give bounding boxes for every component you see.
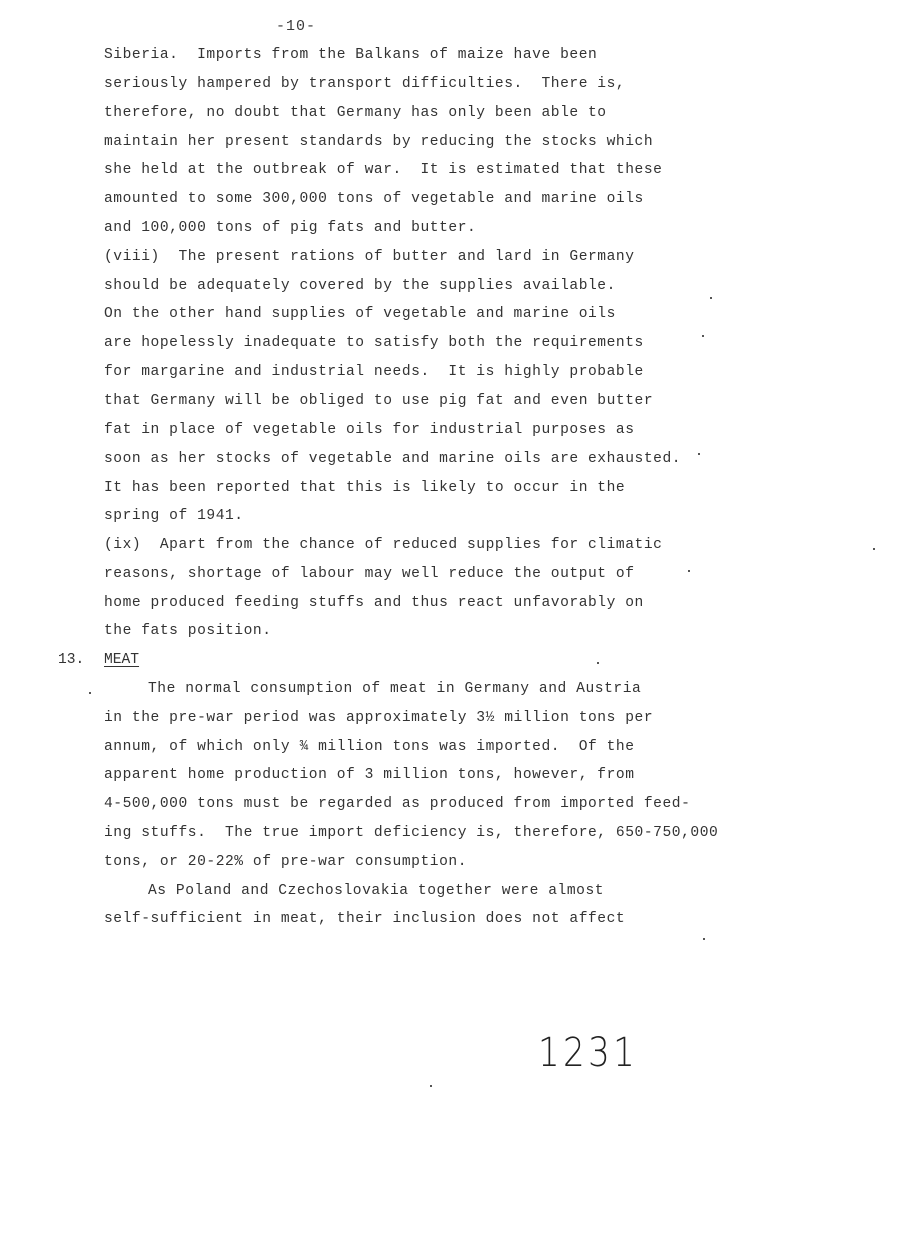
text-line: spring of 1941. (104, 508, 244, 524)
text-line: she held at the outbreak of war. It is estimated that these (104, 162, 663, 178)
text-line: apparent home production of 3 million tons, however, from (104, 767, 635, 783)
text-line: (ix) Apart from the chance of reduced supplies for climatic (104, 537, 663, 553)
text-line: therefore, no doubt that Germany has only been able to (104, 105, 607, 121)
scan-speck (430, 1085, 432, 1087)
text-line: home produced feeding stuffs and thus react unfavorably on (104, 595, 644, 611)
scan-speck (597, 662, 599, 664)
scan-speck (688, 570, 690, 572)
scan-speck (710, 297, 712, 299)
text-line: (viii) The present rations of butter and lard in Germany (104, 249, 635, 265)
text-line: that Germany will be obliged to use pig fat and even butter (104, 393, 654, 409)
text-line: are hopelessly inadequate to satisfy both the requirements (104, 335, 644, 351)
scan-speck (89, 692, 91, 694)
text-line: maintain her present standards by reducing the stocks which (104, 134, 654, 150)
text-line: for margarine and industrial needs. It is highly probable (104, 364, 644, 380)
text-line: On the other hand supplies of vegetable and marine oils (104, 306, 616, 322)
section-number: 13. (58, 652, 85, 668)
text-line: and 100,000 tons of pig fats and butter. (104, 220, 477, 236)
scan-speck (703, 938, 705, 940)
text-line: ing stuffs. The true import deficiency is, therefore, 650-750,000 (104, 825, 719, 841)
handwritten-page-annotation: 1231 (538, 1030, 639, 1076)
text-line: 4-500,000 tons must be regarded as produced from imported feed- (104, 796, 691, 812)
text-line: self-sufficient in meat, their inclusion does not affect (104, 911, 626, 927)
text-line: Siberia. Imports from the Balkans of maize have been (104, 47, 598, 63)
text-line: should be adequately covered by the supplies available. (104, 278, 616, 294)
text-line: fat in place of vegetable oils for industrial purposes as (104, 422, 635, 438)
text-line: the fats position. (104, 623, 272, 639)
text-line: As Poland and Czechoslovakia together were almost (148, 883, 605, 899)
page-number: -10- (276, 18, 317, 35)
scan-speck (702, 335, 704, 337)
scan-speck (698, 453, 700, 455)
text-line: seriously hampered by transport difficulties. There is, (104, 76, 626, 92)
text-line: soon as her stocks of vegetable and marine oils are exhausted. (104, 451, 682, 467)
text-line: It has been reported that this is likely to occur in the (104, 480, 626, 496)
text-line: in the pre-war period was approximately 3½ million tons per (104, 710, 654, 726)
scan-speck (873, 548, 875, 550)
section-title: MEAT (104, 652, 140, 668)
text-line: reasons, shortage of labour may well reduce the output of (104, 566, 635, 582)
text-line: amounted to some 300,000 tons of vegetable and marine oils (104, 191, 644, 207)
text-line: tons, or 20-22% of pre-war consumption. (104, 854, 467, 870)
text-line: The normal consumption of meat in Germany and Austria (148, 681, 642, 697)
text-line: annum, of which only ¾ million tons was imported. Of the (104, 739, 635, 755)
